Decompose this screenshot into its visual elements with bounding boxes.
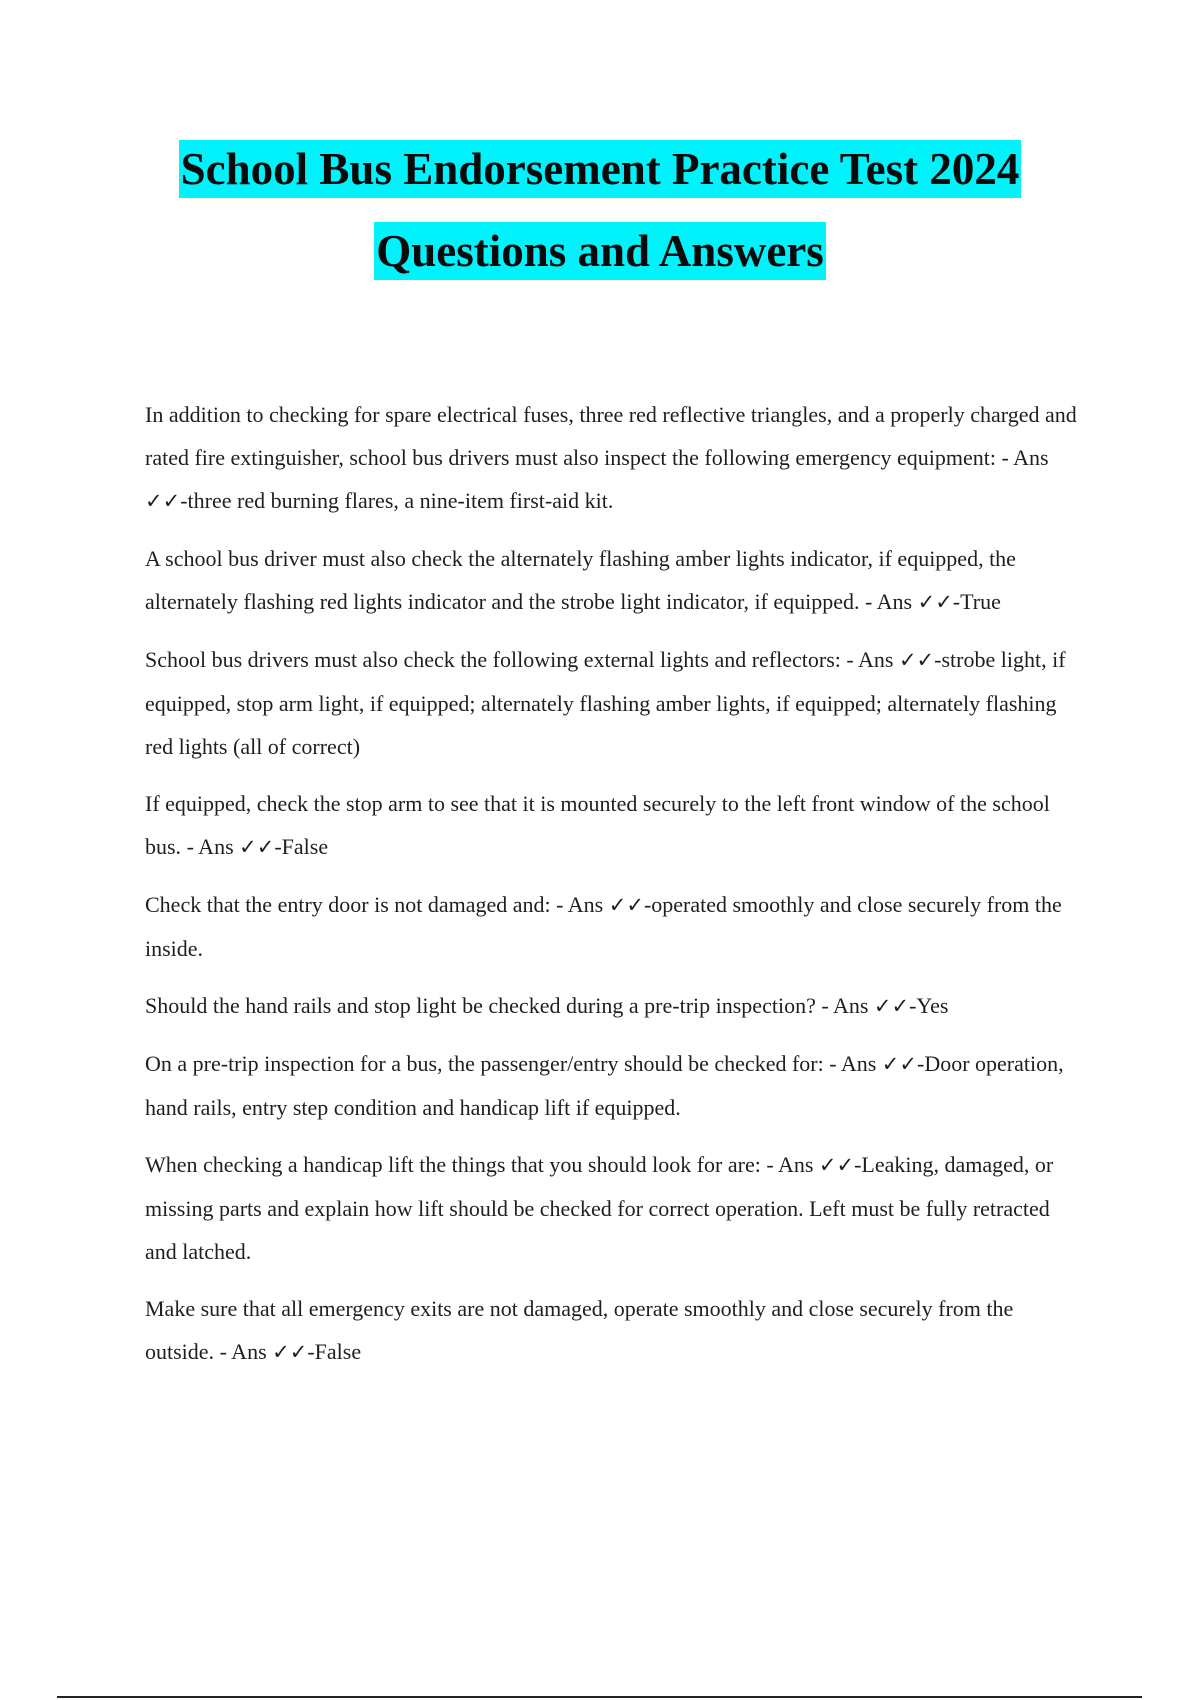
- answer-text: -Leaking, damaged, or missing parts and explain how lift should be checked for correct operation. Left must be fully retracted and latched.: [145, 1152, 1054, 1264]
- answer-text: -Yes: [909, 993, 949, 1018]
- footer-divider: [57, 1696, 1142, 1698]
- answer-text: -False: [307, 1339, 362, 1364]
- double-check-icon: ✓✓: [917, 590, 953, 614]
- qa-item: [145, 883, 1080, 970]
- qa-item: [145, 1143, 1080, 1273]
- question-text: On a pre-trip inspection for a bus, the passenger/entry should be checked for:: [145, 1051, 830, 1076]
- answer-prefix: - Ans: [1001, 445, 1049, 470]
- qa-item: [145, 984, 1080, 1028]
- qa-item: [145, 393, 1080, 523]
- double-check-icon: ✓✓: [239, 835, 275, 859]
- answer-text: -True: [952, 589, 1001, 614]
- title-line-1: School Bus Endorsement Practice Test 2024: [179, 140, 1022, 198]
- question-text: Check that the entry door is not damaged and:: [145, 892, 557, 917]
- answer-text: -False: [274, 834, 329, 859]
- title-line-2: Questions and Answers: [374, 222, 826, 280]
- qa-item: [145, 537, 1080, 624]
- double-check-icon: ✓✓: [898, 648, 935, 672]
- answer-prefix: - Ans: [846, 647, 899, 672]
- answer-text: -three red burning flares, a nine-item first-aid kit.: [180, 488, 614, 513]
- answer-text: -strobe light, if equipped, stop arm light, if equipped; alternately flashing amber lights, if equipped; alternately flashing red lights (all of correct): [145, 647, 1066, 759]
- question-text: In addition to checking for spare electrical fuses, three red reflective triangles, and a properly charged and rated fire extinguisher, school bus drivers must also inspect the following emergency equipment:: [145, 402, 1077, 470]
- answer-prefix: - Ans: [219, 1339, 273, 1364]
- double-check-icon: ✓✓: [873, 994, 910, 1018]
- double-check-icon: ✓✓: [272, 1340, 308, 1364]
- double-check-icon: ✓✓: [818, 1153, 855, 1177]
- answer-text: -Door operation, hand rails, entry step condition and handicap lift if equipped.: [145, 1051, 1064, 1120]
- qa-item: [145, 1042, 1080, 1129]
- question-text: Make sure that all emergency exits are not damaged, operate smoothly and close securely from the outside.: [145, 1296, 1014, 1364]
- question-text: School bus drivers must also check the following external lights and reflectors:: [145, 647, 847, 672]
- answer-prefix: - Ans: [186, 834, 240, 859]
- qa-item: [145, 638, 1080, 768]
- answer-prefix: - Ans: [821, 993, 874, 1018]
- answer-prefix: - Ans: [865, 589, 918, 614]
- document-title: [0, 140, 1200, 304]
- qa-item: [145, 1287, 1080, 1374]
- double-check-icon: ✓✓: [608, 893, 644, 917]
- question-text: A school bus driver must also check the alternately flashing amber lights indicator, if equipped, the alternately flashing red lights indicator and the strobe light indicator, if equipped.: [145, 546, 1016, 614]
- qa-item: [145, 782, 1080, 869]
- double-check-icon: ✓✓: [881, 1052, 917, 1076]
- question-text: When checking a handicap lift the things that you should look for are:: [145, 1152, 767, 1177]
- double-check-icon: ✓✓: [145, 489, 181, 513]
- question-text: Should the hand rails and stop light be checked during a pre-trip inspection?: [145, 993, 822, 1018]
- question-text: If equipped, check the stop arm to see that it is mounted securely to the left front window of the school bus.: [145, 791, 1050, 859]
- answer-text: -operated smoothly and close securely from the inside.: [145, 892, 1062, 961]
- answer-prefix: - Ans: [829, 1051, 882, 1076]
- qa-list: [145, 393, 1080, 1388]
- answer-prefix: - Ans: [556, 892, 609, 917]
- answer-prefix: - Ans: [766, 1152, 819, 1177]
